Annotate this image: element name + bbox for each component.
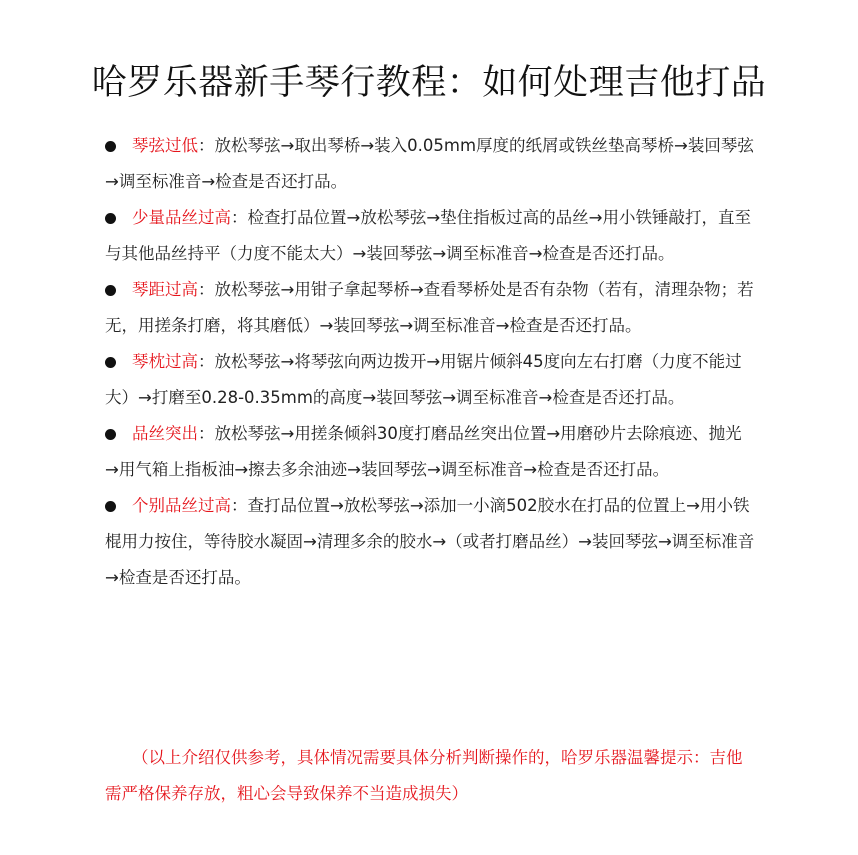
list-item: [105, 128, 755, 200]
list-item-label: 品丝突出: [132, 424, 198, 443]
list-item: [105, 416, 755, 488]
list-item-text: [105, 344, 755, 416]
bullet-icon: [105, 501, 116, 512]
list-item-body: 放松琴弦→用钳子拿起琴桥→查看琴桥处是否有杂物（若有，清理杂物；若无，用搓条打磨，将其磨低）→装回琴弦→调至标准音→检查是否还打品。: [105, 280, 754, 335]
list-item-text: [105, 488, 755, 596]
bullet-icon: [105, 357, 116, 368]
list-item-body: 放松琴弦→用搓条倾斜30度打磨品丝突出位置→用磨砂片去除痕迹、抛光→用气箱上指板油→擦去多余油迹→装回琴弦→调至标准音→检查是否还打品。: [105, 424, 742, 479]
list-item-label: 琴枕过高: [132, 352, 198, 371]
tips-list: [105, 128, 755, 596]
list-item-text: [105, 272, 755, 344]
list-item-separator: ：: [198, 136, 215, 155]
list-item-label: 琴弦过低: [132, 136, 198, 155]
footer-note: （以上介绍仅供参考，具体情况需要具体分析判断操作的，哈罗乐器温馨提示：吉他需严格保养存放，粗心会导致保养不当造成损失）: [105, 748, 743, 803]
list-item-separator: ：: [198, 424, 215, 443]
list-item-separator: ：: [198, 352, 215, 371]
list-item-label: 个别品丝过高: [132, 496, 231, 515]
page-title: 哈罗乐器新手琴行教程：如何处理吉他打品: [91, 63, 767, 103]
list-item: [105, 200, 755, 272]
list-item-label: 少量品丝过高: [132, 208, 231, 227]
list-item-separator: ：: [231, 496, 248, 515]
list-item-separator: ：: [231, 208, 248, 227]
list-item: [105, 344, 755, 416]
list-item: [105, 488, 755, 596]
list-item: [105, 272, 755, 344]
bullet-icon: [105, 213, 116, 224]
list-item-body: 检查打品位置→放松琴弦→垫住指板过高的品丝→用小铁锤敲打，直至与其他品丝持平（力度不能太大）→装回琴弦→调至标准音→检查是否还打品。: [105, 208, 751, 263]
bullet-icon: [105, 141, 116, 152]
list-item-body: 放松琴弦→取出琴桥→装入0.05mm厚度的纸屑或铁丝垫高琴桥→装回琴弦→调至标准音→检查是否还打品。: [105, 136, 754, 191]
list-item-text: [105, 200, 755, 272]
list-item-text: [105, 128, 755, 200]
bullet-icon: [105, 285, 116, 296]
list-item-label: 琴距过高: [132, 280, 198, 299]
list-item-text: [105, 416, 755, 488]
list-item-separator: ：: [198, 280, 215, 299]
list-item-body: 查打品位置→放松琴弦→添加一小滴502胶水在打品的位置上→用小铁棍用力按住，等待胶水凝固→清理多余的胶水→（或者打磨品丝）→装回琴弦→调至标准音→检查是否还打品。: [105, 496, 755, 587]
bullet-icon: [105, 429, 116, 440]
list-item-body: 放松琴弦→将琴弦向两边拨开→用锯片倾斜45度向左右打磨（力度不能过大）→打磨至0.28-0.35mm的高度→装回琴弦→调至标准音→检查是否还打品。: [105, 352, 742, 407]
